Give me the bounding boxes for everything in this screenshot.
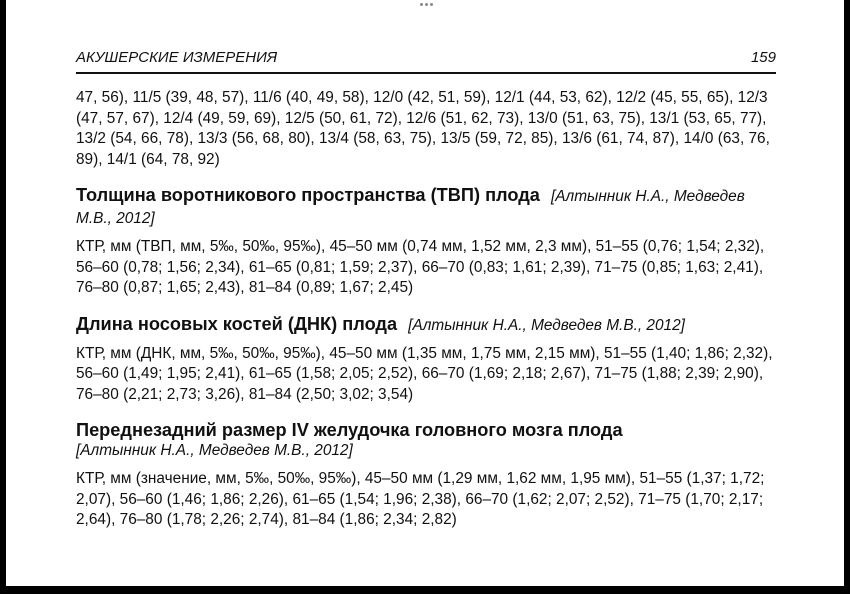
section-title-text: Длина носовых костей (ДНК) плода bbox=[76, 313, 398, 334]
section-citation: [Алтынник Н.А., Медведев М.В., 2012] bbox=[76, 442, 353, 459]
section-citation: [Алтынник Н.А., Медведев М.В., 2012] bbox=[408, 316, 685, 334]
running-header bbox=[76, 48, 776, 74]
section-citation: [Алтынник Н.А., Медведев М.В., 2012] bbox=[76, 188, 745, 227]
drag-handle-icon[interactable] bbox=[418, 3, 434, 9]
document-page bbox=[6, 0, 844, 586]
page-content bbox=[76, 48, 776, 531]
running-title: АКУШЕРСКИЕ ИЗМЕРЕНИЯ bbox=[76, 49, 278, 66]
section-tvp bbox=[76, 185, 776, 299]
section-title-text: Толщина воротникового пространства (ТВП) плода bbox=[76, 185, 540, 205]
intro-paragraph: 47, 56), 11/5 (39, 48, 57), 11/6 (40, 49, 58), 12/0 (42, 51, 59), 12/1 (44, 53, 62), 12/2 (45, 55, 65), 12/3 (47, 57, 67), 12/4 (49, 59, 69), 12/5 (50, 61, 72), 12/6 (51, 62, 73), 13/0 (51, 63, 75), 13/1 (53, 65, 77), 13/2 (54, 66, 78), 13/3 (56, 68, 80), 13/4 (58, 63, 75), 13/5 (59, 72, 85), 13/6 (61, 74, 87), 14/0 (63, 76, 89), 14/1 (64, 78, 92) bbox=[76, 89, 770, 168]
section-text: КТР, мм (ТВП, мм, 5‰, 50‰, 95‰), 45–50 мм (0,74 мм, 1,52 мм, 2,3 мм), 51–55 (0,76; 1,54; 2,32), 56–60 (0,78; 1,56; 2,34), 61–65 (0,81; 1,59; 2,37), 66–70 (0,83; 1,61; 2,39), 71–75 (0,85; 1,63; 2,41), 76–80 (0,87; 1,65; 2,43), 81–84 (0,89; 1,67; 2,45) bbox=[76, 238, 765, 296]
section-title-text: Переднезадний размер IV желудочка головного мозга плода bbox=[76, 420, 623, 440]
section-heading bbox=[76, 420, 776, 461]
section-heading bbox=[76, 185, 776, 229]
section-text: КТР, мм (ДНК, мм, 5‰, 50‰, 95‰), 45–50 мм (1,35 мм, 1,75 мм, 2,15 мм), 51–55 (1,40; 1,86; 2,32), 56–60 (1,49; 1,95; 2,41), 61–65 (1,58; 2,05; 2,52), 66–70 (1,69; 2,18; 2,67), 71–75 (1,88; 2,39; 2,90), 76–80 (2,21; 2,73; 3,26), 81–84 (2,50; 3,02; 3,54) bbox=[76, 344, 773, 403]
section-dnk bbox=[76, 314, 776, 406]
section-fourth-ventricle bbox=[76, 420, 776, 531]
page-number: 159 bbox=[750, 49, 776, 66]
section-heading bbox=[76, 314, 776, 336]
section-text: КТР, мм (значение, мм, 5‰, 50‰, 95‰), 45–50 мм (1,29 мм, 1,62 мм, 1,95 мм), 51–55 (1,37; 1,72; 2,07), 56–60 (1,46; 1,86; 2,26), 61–65 (1,54; 1,96; 2,38), 66–70 (1,62; 2,07; 2,52), 71–75 (1,70; 2,17; 2,64), 76–80 (1,78; 2,26; 2,74), 81–84 (1,86; 2,34; 2,82) bbox=[76, 470, 765, 528]
